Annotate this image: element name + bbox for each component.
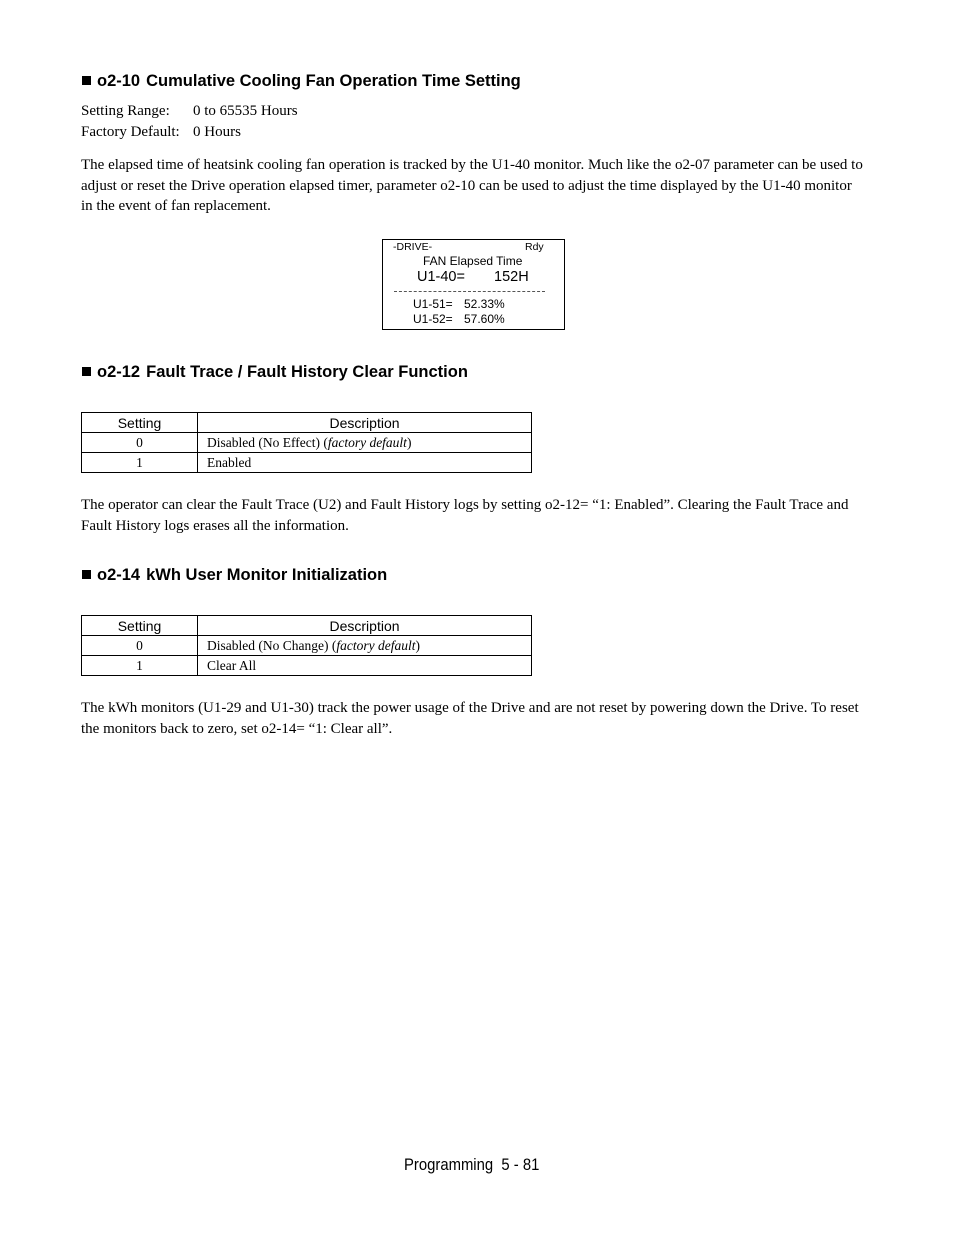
section-title: Cumulative Cooling Fan Operation Time Setting <box>146 72 521 90</box>
setting-cell: 1 <box>82 656 198 676</box>
description-cell <box>198 433 532 453</box>
display-line2-value: 57.60% <box>464 312 505 326</box>
display-main-label: U1-40= <box>417 269 465 285</box>
parameter-code: o2-14 <box>97 566 141 584</box>
factory-default-note: factory default <box>336 637 416 653</box>
description-column-header: Description <box>198 616 532 636</box>
section-title: Fault Trace / Fault History Clear Function <box>146 363 468 381</box>
display-mode: -DRIVE- <box>393 241 433 253</box>
footer-chapter: Programming <box>404 1156 494 1174</box>
table-row <box>82 453 532 473</box>
description-cell <box>198 453 532 473</box>
parameter-code: o2-12 <box>97 363 141 381</box>
factory-default-value: 0 Hours <box>193 124 241 140</box>
table-header-row <box>82 616 532 636</box>
setting-column-header: Setting <box>82 413 198 433</box>
description-text: Disabled (No Effect) ( <box>207 434 328 450</box>
o2-10-description: The elapsed time of heatsink cooling fan operation is tracked by the U1-40 monitor. Much like the o2-07 parameter can be used to adjust or reset the Drive operation elapsed timer, parameter o2-10 can be used to adjust the time displayed by the U1-40 monitor in the event of fan replacement. <box>81 157 863 215</box>
page-number: 5 - 81 <box>501 1156 540 1174</box>
description-suffix: ) <box>415 637 420 653</box>
o2-14-description: The kWh monitors (U1-29 and U1-30) track the power usage of the Drive and are not reset by powering down the Drive. To reset the monitors back to zero, set o2-14= “1: Clear all”. <box>81 700 859 737</box>
display-line1-value: 52.33% <box>464 297 505 311</box>
setting-range-value: 0 to 65535 Hours <box>193 103 298 119</box>
square-bullet-icon <box>82 76 91 85</box>
square-bullet-icon <box>82 570 91 579</box>
display-line2-label: U1-52= <box>413 312 453 326</box>
factory-default <box>81 124 241 141</box>
display-line1-label: U1-51= <box>413 297 453 311</box>
parameter-code: o2-10 <box>97 72 141 90</box>
display-status: Rdy <box>525 241 544 253</box>
setting-column-header: Setting <box>82 616 198 636</box>
description-cell <box>198 656 532 676</box>
description-text: Disabled (No Change) ( <box>207 637 337 653</box>
square-bullet-icon <box>82 367 91 376</box>
table-row <box>82 433 532 453</box>
setting-range <box>81 103 298 120</box>
factory-default-label: Factory Default: <box>81 124 180 140</box>
section-heading-o2-14 <box>82 566 387 585</box>
display-divider <box>394 291 545 292</box>
section-heading-o2-12 <box>82 363 468 382</box>
setting-range-label: Setting Range: <box>81 103 170 119</box>
setting-cell: 0 <box>82 433 198 453</box>
display-title: FAN Elapsed Time <box>423 254 523 268</box>
table-row <box>82 636 532 656</box>
table-header-row <box>82 413 532 433</box>
description-suffix: ) <box>406 434 412 450</box>
o2-14-settings-table <box>81 615 532 676</box>
table-row <box>82 656 532 676</box>
setting-cell: 0 <box>82 636 198 656</box>
operator-display <box>382 239 565 330</box>
description-text: Enabled <box>207 454 252 470</box>
display-main-value: 152H <box>494 269 529 285</box>
setting-cell: 1 <box>82 453 198 473</box>
section-heading-o2-10 <box>82 72 521 91</box>
page-footer <box>404 1156 539 1175</box>
factory-default-note: factory default <box>327 434 407 450</box>
section-title: kWh User Monitor Initialization <box>146 566 388 584</box>
o2-12-description: The operator can clear the Fault Trace (U2) and Fault History logs by setting o2-12= “1: Enabled”. Clearing the Fault Trace and Fault History logs erases all the information. <box>81 497 849 534</box>
o2-12-settings-table <box>81 412 532 473</box>
description-cell <box>198 636 532 656</box>
description-text: Clear All <box>207 657 257 673</box>
description-column-header: Description <box>198 413 532 433</box>
